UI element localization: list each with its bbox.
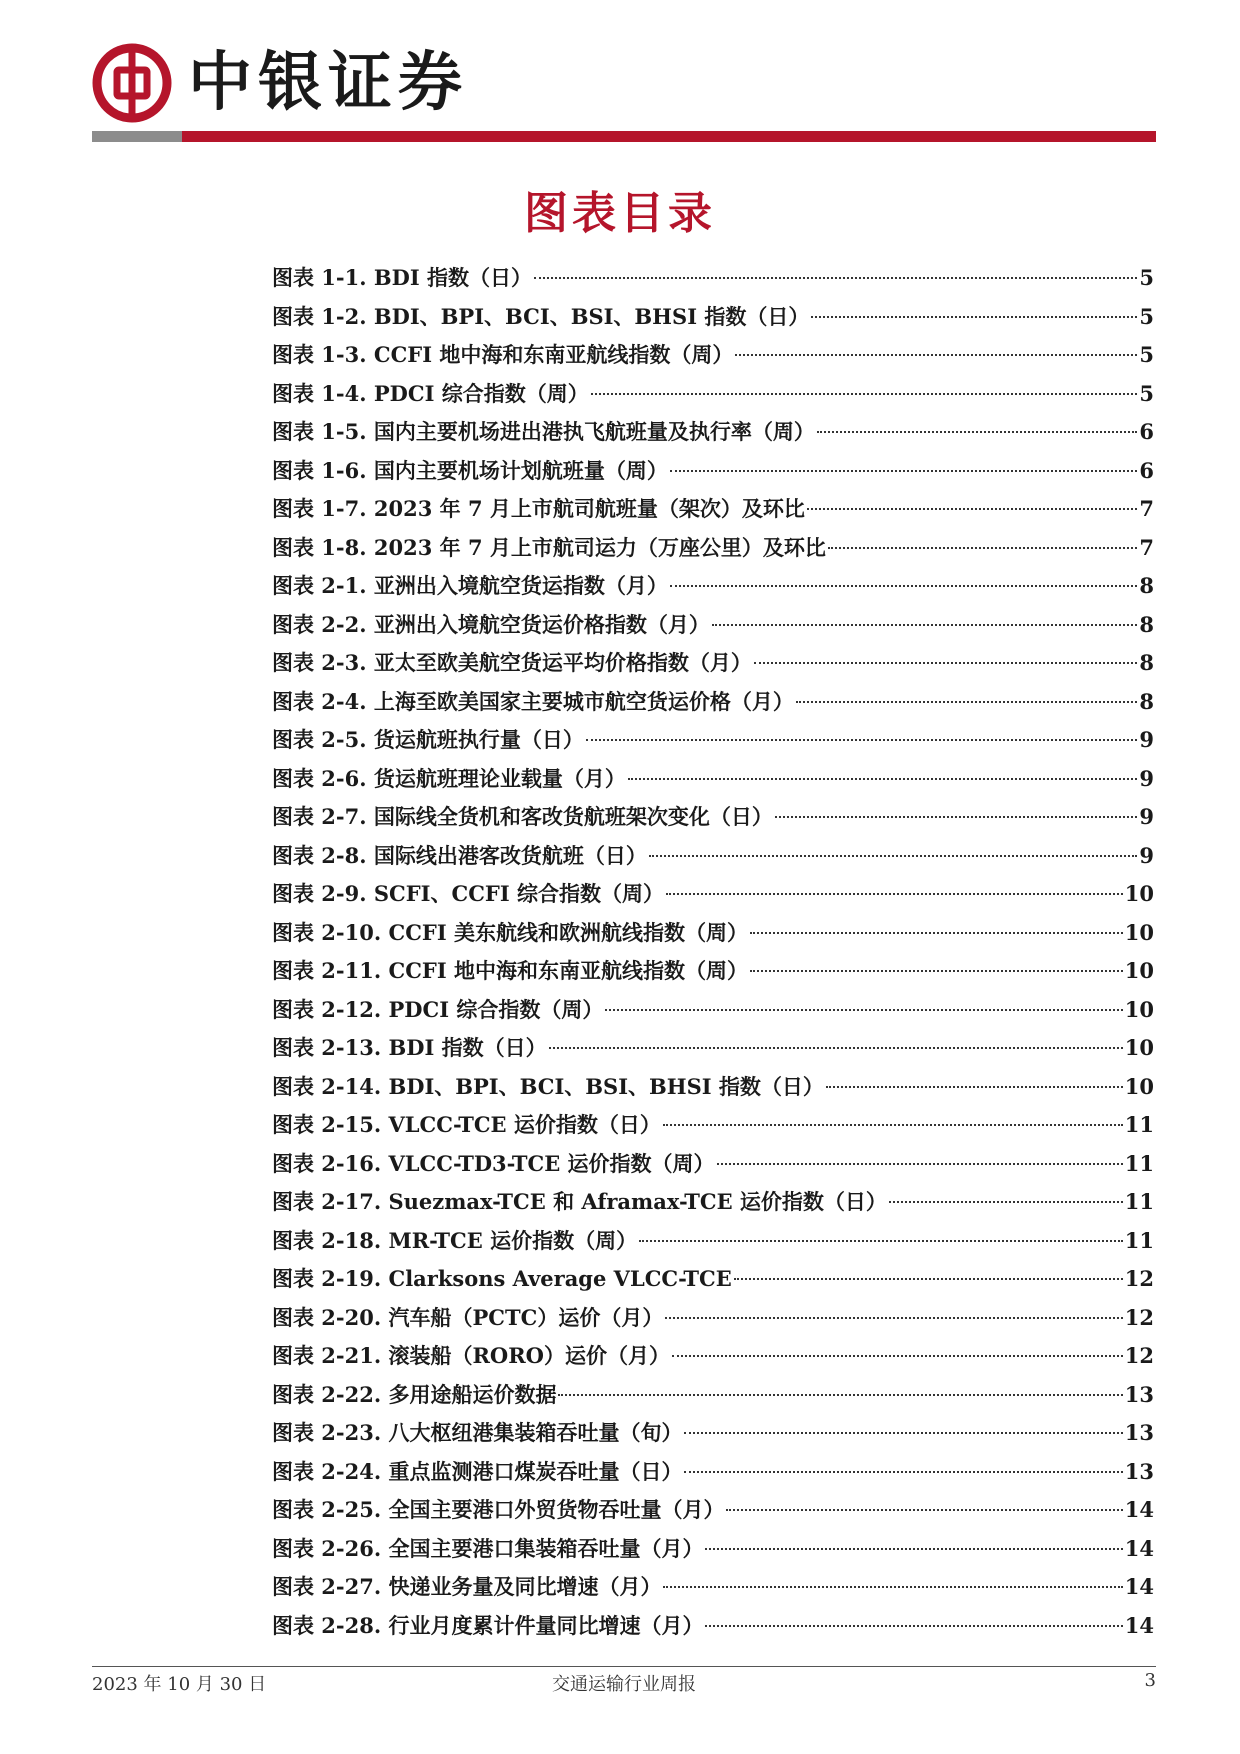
toc-entry-page: 8	[1139, 650, 1154, 675]
toc-dot-leader	[628, 778, 1138, 780]
toc-entry[interactable]	[272, 1607, 1154, 1646]
toc-entry-page: 9	[1139, 727, 1154, 752]
toc-dot-leader	[826, 1086, 1123, 1088]
toc-entry-label: 图表 2-8. 国际线出港客改货航班（日）	[272, 842, 647, 868]
toc-dot-leader	[558, 1394, 1122, 1396]
toc-entry-page: 9	[1139, 842, 1154, 868]
toc-dot-leader	[705, 1625, 1122, 1627]
toc-dot-leader	[663, 1124, 1123, 1126]
page-footer	[92, 1670, 1156, 1700]
toc-entry-page: 13	[1124, 1381, 1154, 1407]
footer-rule	[92, 1666, 1156, 1667]
toc-dot-leader	[712, 624, 1138, 626]
toc-entry-page: 10	[1124, 1073, 1154, 1099]
toc-entry[interactable]	[272, 1029, 1154, 1068]
toc-dot-leader	[639, 1240, 1123, 1242]
toc-dot-leader	[534, 277, 1137, 279]
toc-entry-label: 图表 1-1. BDI 指数（日）	[272, 265, 532, 290]
toc-entry-label: 图表 2-1. 亚洲出入境航空货运指数（月）	[272, 573, 668, 598]
toc-entry-label: 图表 2-27. 快递业务量及同比增速（月）	[272, 1574, 662, 1599]
toc-entry-page: 14	[1124, 1497, 1154, 1522]
toc-entry-page: 8	[1139, 573, 1154, 598]
toc-dot-leader	[684, 1432, 1122, 1434]
toc-entry-label: 图表 2-5. 货运航班执行量（日）	[272, 727, 584, 752]
toc-dot-leader	[649, 855, 1138, 857]
toc-entry-page: 11	[1124, 1150, 1154, 1176]
toc-entry-page: 5	[1139, 303, 1154, 329]
toc-entry[interactable]	[272, 529, 1154, 568]
page-header	[92, 38, 468, 128]
toc-entry-label: 图表 2-10. CCFI 美东航线和欧洲航线指数（周）	[272, 919, 748, 945]
toc-entry-page: 7	[1139, 534, 1154, 560]
toc-entry[interactable]	[272, 259, 1154, 298]
toc-entry[interactable]	[272, 760, 1154, 799]
toc-entry[interactable]	[272, 606, 1154, 645]
toc-entry-page: 12	[1124, 1304, 1154, 1330]
toc-dot-leader	[726, 1509, 1122, 1511]
toc-dot-leader	[705, 1548, 1122, 1550]
toc-entry[interactable]	[272, 1337, 1154, 1376]
toc-entry-page: 11	[1124, 1227, 1154, 1253]
toc-entry-page: 5	[1139, 380, 1154, 406]
toc-entry-page: 9	[1139, 804, 1154, 829]
toc-entry-page: 5	[1139, 265, 1154, 290]
toc-dot-leader	[684, 1471, 1122, 1473]
toc-entry-page: 11	[1124, 1189, 1154, 1214]
toc-dot-leader	[717, 1163, 1123, 1165]
toc-entry[interactable]	[272, 1260, 1154, 1299]
page-number: 3	[1144, 1670, 1156, 1691]
toc-entry[interactable]	[272, 875, 1154, 914]
toc-entry[interactable]	[272, 644, 1154, 683]
toc-dot-leader	[670, 585, 1138, 587]
toc-dot-leader	[665, 1317, 1122, 1319]
toc-entry-label: 图表 1-4. PDCI 综合指数（周）	[272, 380, 589, 406]
toc-dot-leader	[750, 932, 1123, 934]
toc-entry[interactable]	[272, 298, 1154, 337]
toc-entry[interactable]	[272, 721, 1154, 760]
toc-entry-label: 图表 1-2. BDI、BPI、BCI、BSI、BHSI 指数（日）	[272, 303, 810, 329]
toc-entry[interactable]	[272, 991, 1154, 1030]
toc-entry-label: 图表 2-18. MR-TCE 运价指数（周）	[272, 1227, 638, 1253]
toc-dot-leader	[796, 701, 1138, 703]
toc-dot-leader	[735, 354, 1137, 356]
toc-entry-label: 图表 2-14. BDI、BPI、BCI、BSI、BHSI 指数（日）	[272, 1073, 824, 1099]
toc-entry-label: 图表 2-15. VLCC-TCE 运价指数（日）	[272, 1112, 661, 1137]
toc-dot-leader	[591, 393, 1138, 395]
toc-entry-label: 图表 2-26. 全国主要港口集装箱吞吐量（月）	[272, 1535, 704, 1561]
toc-dot-leader	[734, 1278, 1123, 1280]
toc-dot-leader	[666, 893, 1123, 895]
toc-entry[interactable]	[272, 1414, 1154, 1453]
toc-entry[interactable]	[272, 490, 1154, 529]
toc-entry-label: 图表 1-3. CCFI 地中海和东南亚航线指数（周）	[272, 342, 734, 367]
toc-entry[interactable]	[272, 1183, 1154, 1222]
toc-entry[interactable]	[272, 1106, 1154, 1145]
toc-entry-page: 14	[1124, 1574, 1154, 1599]
toc-entry-label: 图表 2-24. 重点监测港口煤炭吞吐量（日）	[272, 1458, 683, 1484]
toc-entry-label: 图表 2-25. 全国主要港口外贸货物吞吐量（月）	[272, 1497, 725, 1522]
toc-entry-label: 图表 2-23. 八大枢纽港集装箱吞吐量（旬）	[272, 1420, 683, 1445]
toc-entry-page: 8	[1139, 688, 1154, 714]
toc-entry[interactable]	[272, 1376, 1154, 1415]
toc-entry[interactable]	[272, 1222, 1154, 1261]
toc-entry-page: 6	[1139, 419, 1154, 444]
toc-entry-page: 10	[1124, 919, 1154, 945]
toc-entry-page: 13	[1124, 1458, 1154, 1484]
toc-entry-label: 图表 2-11. CCFI 地中海和东南亚航线指数（周）	[272, 958, 748, 983]
toc-dot-leader	[670, 470, 1138, 472]
toc-entry-label: 图表 2-16. VLCC-TD3-TCE 运价指数（周）	[272, 1150, 715, 1176]
toc-entry-label: 图表 2-17. Suezmax-TCE 和 Aframax-TCE 运价指数（日）	[272, 1189, 887, 1214]
toc-dot-leader	[807, 508, 1138, 510]
toc-dot-leader	[663, 1586, 1122, 1588]
toc-entry-page: 10	[1124, 996, 1154, 1022]
report-title: 交通运输行业周报	[552, 1674, 696, 1695]
toc-entry-page: 5	[1139, 342, 1154, 367]
toc-entry[interactable]	[272, 1145, 1154, 1184]
toc-entry-label: 图表 2-9. SCFI、CCFI 综合指数（周）	[272, 881, 664, 906]
toc-entry-label: 图表 2-21. 滚装船（RORO）运价（月）	[272, 1343, 670, 1368]
toc-entry[interactable]	[272, 1453, 1154, 1492]
toc-entry-page: 7	[1139, 496, 1154, 521]
toc-entry[interactable]	[272, 798, 1154, 837]
toc-entry-page: 12	[1124, 1343, 1154, 1368]
toc-entry[interactable]	[272, 1299, 1154, 1338]
toc-entry[interactable]	[272, 336, 1154, 375]
toc-entry[interactable]	[272, 683, 1154, 722]
report-date: 2023 年 10 月 30 日	[92, 1674, 267, 1695]
header-rule-red	[182, 131, 1156, 142]
toc-entry-page: 10	[1124, 881, 1154, 906]
toc-entry-label: 图表 2-19. Clarksons Average VLCC-TCE	[272, 1266, 732, 1291]
page-title: 图表目录	[524, 188, 716, 239]
toc-entry-label: 图表 2-3. 亚太至欧美航空货运平均价格指数（月）	[272, 650, 752, 675]
toc-entry-page: 8	[1139, 611, 1154, 637]
toc-entry-label: 图表 2-22. 多用途船运价数据	[272, 1381, 557, 1407]
toc-entry-label: 图表 1-6. 国内主要机场计划航班量（周）	[272, 457, 668, 483]
toc-entry-page: 14	[1124, 1612, 1154, 1638]
toc-entry-page: 11	[1124, 1112, 1154, 1137]
toc-entry[interactable]	[272, 952, 1154, 991]
toc-entry[interactable]	[272, 413, 1154, 452]
toc-entry[interactable]	[272, 837, 1154, 876]
toc-dot-leader	[586, 739, 1138, 741]
toc-entry-label: 图表 2-12. PDCI 综合指数（周）	[272, 996, 604, 1022]
toc-dot-leader	[817, 431, 1138, 433]
figure-toc-list	[272, 259, 1154, 1645]
header-rule-gray	[92, 131, 182, 142]
toc-entry[interactable]	[272, 375, 1154, 414]
toc-dot-leader	[750, 970, 1123, 972]
toc-entry-label: 图表 1-8. 2023 年 7 月上市航司运力（万座公里）及环比	[272, 534, 826, 560]
toc-entry-page: 9	[1139, 765, 1154, 791]
toc-entry-label: 图表 1-5. 国内主要机场进出港执飞航班量及执行率（周）	[272, 419, 815, 444]
toc-entry-page: 12	[1124, 1266, 1154, 1291]
toc-entry-label: 图表 2-13. BDI 指数（日）	[272, 1035, 547, 1060]
toc-dot-leader	[828, 547, 1138, 549]
toc-entry-page: 14	[1124, 1535, 1154, 1561]
bank-logo-icon	[92, 43, 172, 123]
toc-entry-page: 10	[1124, 1035, 1154, 1060]
toc-dot-leader	[775, 816, 1138, 818]
toc-dot-leader	[754, 662, 1138, 664]
toc-dot-leader	[889, 1201, 1123, 1203]
toc-dot-leader	[672, 1355, 1123, 1357]
toc-entry[interactable]	[272, 1568, 1154, 1607]
toc-dot-leader	[549, 1047, 1123, 1049]
toc-entry-label: 图表 2-7. 国际线全货机和客改货航班架次变化（日）	[272, 804, 773, 829]
toc-entry[interactable]	[272, 452, 1154, 491]
toc-dot-leader	[605, 1009, 1122, 1011]
toc-entry-label: 图表 2-6. 货运航班理论业载量（月）	[272, 765, 626, 791]
toc-entry[interactable]	[272, 1068, 1154, 1107]
toc-entry-label: 图表 2-2. 亚洲出入境航空货运价格指数（月）	[272, 611, 710, 637]
toc-entry[interactable]	[272, 567, 1154, 606]
toc-entry-page: 10	[1124, 958, 1154, 983]
toc-entry[interactable]	[272, 1530, 1154, 1569]
toc-entry-label: 图表 2-20. 汽车船（PCTC）运价（月）	[272, 1304, 664, 1330]
toc-entry-page: 13	[1124, 1420, 1154, 1445]
toc-entry-label: 图表 2-28. 行业月度累计件量同比增速（月）	[272, 1612, 704, 1638]
brand-name: 中银证券	[188, 46, 468, 120]
toc-dot-leader	[811, 316, 1137, 318]
toc-entry-label: 图表 2-4. 上海至欧美国家主要城市航空货运价格（月）	[272, 688, 794, 714]
toc-entry[interactable]	[272, 1491, 1154, 1530]
toc-entry[interactable]	[272, 914, 1154, 953]
toc-entry-label: 图表 1-7. 2023 年 7 月上市航司航班量（架次）及环比	[272, 496, 805, 521]
toc-entry-page: 6	[1139, 457, 1154, 483]
